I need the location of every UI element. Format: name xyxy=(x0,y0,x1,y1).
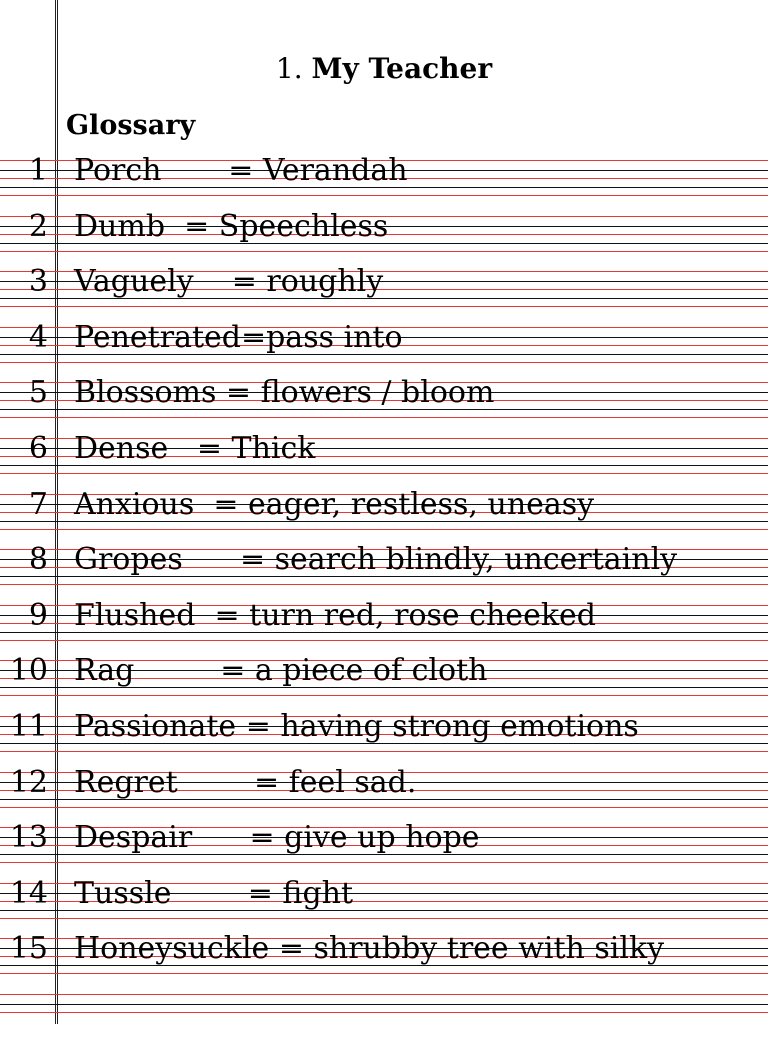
entry-text: Dumb = Speechless xyxy=(74,208,389,244)
glossary-row xyxy=(0,654,768,710)
ruled-line-red xyxy=(0,584,768,585)
glossary-row xyxy=(0,766,768,822)
glossary-row xyxy=(0,376,768,432)
ruled-line-red xyxy=(0,862,768,863)
glossary-row xyxy=(0,821,768,877)
glossary-row xyxy=(0,543,768,599)
ruled-line-red xyxy=(0,1012,768,1013)
entry-number: 15 xyxy=(9,931,48,967)
page-title xyxy=(0,52,768,85)
entry-number: 12 xyxy=(9,764,48,800)
ruled-line-red xyxy=(0,529,768,530)
glossary-row xyxy=(0,599,768,655)
glossary-row xyxy=(0,488,768,544)
ruled-line-black xyxy=(0,1004,768,1005)
ruled-line-red xyxy=(0,751,768,752)
entry-text: Penetrated=pass into xyxy=(74,319,403,355)
entry-number: 9 xyxy=(28,597,48,633)
ruled-line-red xyxy=(0,695,768,696)
glossary-row xyxy=(0,265,768,321)
entry-text: Porch = Verandah xyxy=(74,153,408,188)
entry-number: 14 xyxy=(9,875,48,911)
ruled-line-red xyxy=(0,195,768,196)
ruled-line-red xyxy=(0,417,768,418)
entry-text: Blossoms = flowers / bloom xyxy=(74,375,495,411)
title-number: 1. xyxy=(275,52,303,85)
entry-number: 3 xyxy=(28,264,48,300)
entry-text: Passionate = having strong emotions xyxy=(74,709,639,744)
ruled-line-red xyxy=(0,473,768,474)
glossary-row xyxy=(0,710,768,766)
ruled-line-red xyxy=(0,918,768,919)
glossary-row xyxy=(0,210,768,266)
ruled-line-red xyxy=(0,640,768,641)
trailing-rules xyxy=(0,988,768,1044)
entry-number: 6 xyxy=(28,431,48,466)
entry-text: Tussle = fight xyxy=(74,875,354,911)
entry-number: 4 xyxy=(28,319,48,355)
entry-text: Gropes = search blindly, uncertainly xyxy=(74,542,678,578)
entry-number: 5 xyxy=(28,375,48,411)
entry-text: Anxious = eager, restless, uneasy xyxy=(74,486,595,522)
title-name: My Teacher xyxy=(311,52,493,85)
glossary-heading: Glossary xyxy=(66,110,196,141)
ruled-line-red xyxy=(0,306,768,307)
entry-number: 10 xyxy=(9,653,48,689)
entry-number: 7 xyxy=(28,486,48,522)
ruled-line-red xyxy=(0,362,768,363)
entry-text: Regret = feel sad. xyxy=(74,764,417,800)
glossary-row xyxy=(0,321,768,377)
glossary-row xyxy=(0,432,768,488)
entry-text: Rag = a piece of cloth xyxy=(74,653,488,689)
entry-number: 2 xyxy=(28,208,48,244)
entry-number: 13 xyxy=(9,820,48,856)
ruled-line-red xyxy=(0,973,768,974)
entry-text: Honeysuckle = shrubby tree with silky xyxy=(74,931,665,967)
entry-text: Flushed = turn red, rose cheeked xyxy=(74,597,596,633)
entry-text: Despair = give up hope xyxy=(74,820,480,856)
entry-text: Vaguely = roughly xyxy=(74,264,384,300)
ruled-line-red xyxy=(0,251,768,252)
ruled-line-red xyxy=(0,994,768,995)
entry-number: 8 xyxy=(28,542,48,578)
glossary-row xyxy=(0,154,768,210)
entry-text: Dense = Thick xyxy=(74,431,316,466)
ruled-line-red xyxy=(0,807,768,808)
entry-number: 1 xyxy=(28,153,48,188)
glossary-row xyxy=(0,877,768,933)
glossary-row xyxy=(0,932,768,988)
entry-number: 11 xyxy=(9,709,48,744)
